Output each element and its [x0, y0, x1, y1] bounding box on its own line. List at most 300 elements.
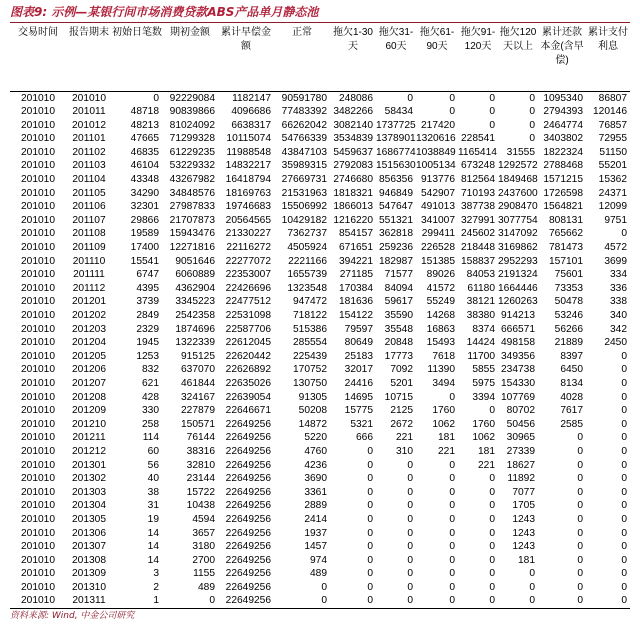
cell-dpd-120-plus: 0: [529, 133, 535, 145]
cell-cum-prepay: 1182147: [232, 92, 271, 104]
cell-initial-count: 832: [142, 364, 159, 376]
cell-period-balance: 3180: [192, 541, 215, 553]
cell-cum-interest: 55201: [598, 160, 627, 172]
cell-dpd-31-60: 0: [407, 513, 413, 525]
cell-trade-date: 201010: [21, 418, 55, 430]
cell-initial-count: 14: [147, 541, 159, 553]
cell-normal: 3690: [304, 473, 327, 485]
cell-trade-date: 201010: [21, 119, 55, 131]
table-row: [10, 187, 630, 201]
cell-cum-principal: 808131: [549, 214, 583, 226]
cell-cum-interest: 0: [621, 568, 627, 580]
cell-cum-prepay: 21330227: [225, 228, 271, 240]
cell-period-balance: 1155: [193, 568, 215, 580]
cell-cum-principal: 0: [577, 554, 583, 566]
cell-dpd-91-120: 1760: [472, 418, 495, 430]
cell-cum-principal: 75601: [554, 269, 583, 281]
cell-report-period: 201302: [72, 473, 106, 485]
cell-period-balance: 92229084: [169, 92, 215, 104]
cell-cum-principal: 0: [577, 486, 583, 498]
cell-cum-interest: 0: [621, 418, 627, 430]
cell-report-period: 201108: [72, 228, 106, 240]
cell-dpd-91-120: 38380: [466, 310, 495, 321]
cell-report-period: 201210: [72, 418, 106, 430]
cell-period-balance: 4362904: [175, 282, 215, 294]
cell-cum-prepay: 22277072: [225, 255, 271, 267]
cell-dpd-31-60: 59617: [384, 296, 413, 308]
cell-trade-date: 201010: [21, 391, 55, 403]
cell-cum-prepay: 22649256: [225, 432, 271, 444]
cell-report-period: 201010: [72, 92, 106, 104]
cell-cum-principal: 8397: [560, 350, 583, 362]
cell-period-balance: 12271816: [169, 242, 215, 254]
cell-dpd-61-90: 41572: [426, 282, 455, 294]
cell-initial-count: 48213: [130, 119, 159, 131]
cell-dpd-31-60: 0: [407, 541, 413, 553]
cell-dpd-1-30: 0: [367, 445, 373, 457]
col-header-cum-prepay: 累计早偿金额: [218, 24, 274, 91]
cell-dpd-1-30: 154122: [339, 310, 373, 321]
cell-cum-principal: 53246: [554, 310, 583, 321]
cell-cum-interest: 120146: [593, 106, 627, 118]
col-header-period-balance: 期初金额: [162, 24, 218, 91]
cell-report-period: 201204: [72, 337, 106, 349]
cell-cum-prepay: 22649256: [225, 473, 271, 485]
cell-cum-prepay: 19746683: [225, 201, 271, 213]
cell-dpd-31-60: 1737725: [376, 119, 416, 131]
cell-initial-count: 114: [142, 432, 159, 444]
cell-period-balance: 489: [198, 581, 215, 593]
cell-cum-principal: 157101: [549, 255, 583, 267]
table-row: [10, 431, 630, 445]
table-row: [10, 200, 630, 214]
cell-trade-date: 201010: [21, 364, 55, 376]
cell-dpd-1-30: 854157: [339, 228, 373, 240]
cell-dpd-61-90: 0: [449, 106, 455, 118]
cell-dpd-1-30: 0: [367, 554, 373, 566]
cell-cum-principal: 1822324: [543, 146, 583, 158]
cell-initial-count: 19: [147, 513, 159, 525]
cell-normal: 4236: [304, 459, 327, 471]
cell-report-period: 201307: [72, 541, 106, 553]
cell-dpd-61-90: 1760: [432, 405, 455, 417]
cell-period-balance: 1874696: [175, 323, 215, 335]
table-row: [10, 567, 630, 581]
cell-cum-prepay: 22649256: [225, 513, 271, 525]
cell-cum-prepay: 22649256: [225, 554, 271, 566]
cell-trade-date: 201010: [21, 459, 55, 471]
table-row: [10, 554, 630, 568]
cell-normal: 974: [310, 554, 327, 566]
cell-cum-interest: 15362: [598, 174, 627, 186]
cell-dpd-91-120: 0: [489, 568, 495, 580]
cell-initial-count: 0: [153, 92, 159, 104]
cell-dpd-91-120: 0: [489, 486, 495, 498]
cell-initial-count: 2329: [136, 323, 159, 335]
cell-dpd-120-plus: 107769: [501, 391, 535, 403]
cell-cum-prepay: 22531098: [225, 310, 271, 321]
cell-dpd-91-120: 0: [489, 500, 495, 512]
cell-dpd-61-90: 491013: [421, 201, 455, 213]
cell-dpd-91-120: 14424: [466, 337, 495, 349]
cell-cum-prepay: 10115074: [226, 133, 271, 145]
cell-period-balance: 3657: [192, 527, 215, 539]
cell-report-period: 201012: [72, 119, 106, 131]
col-header-cum-principal: 累计还款本金(含早偿): [538, 24, 586, 91]
cell-cum-prepay: 22649256: [218, 594, 274, 608]
cell-cum-interest: 9751: [604, 214, 627, 226]
cell-dpd-31-60: 0: [376, 594, 416, 608]
cell-trade-date: 201010: [21, 187, 55, 199]
table-row: [10, 105, 630, 119]
cell-trade-date: 201010: [21, 296, 55, 308]
cell-period-balance: 3345223: [175, 296, 215, 308]
cell-initial-count: 46104: [130, 160, 159, 172]
cell-period-balance: 32810: [186, 459, 215, 471]
cell-dpd-1-30: 271185: [339, 269, 373, 281]
cell-report-period: 201109: [72, 242, 106, 254]
cell-dpd-91-120: 0: [489, 554, 495, 566]
cell-trade-date: 201010: [21, 350, 55, 362]
cell-dpd-1-30: 25183: [344, 350, 373, 362]
cell-cum-principal: 6450: [560, 364, 583, 376]
cell-dpd-120-plus: 498158: [501, 337, 535, 349]
cell-initial-count: 1: [112, 594, 162, 608]
cell-period-balance: 43267982: [169, 174, 215, 186]
table-row: [10, 350, 630, 364]
cell-trade-date: 201010: [21, 255, 55, 267]
cell-cum-principal: 0: [577, 568, 583, 580]
cell-cum-interest: 0: [621, 459, 627, 471]
cell-dpd-91-120: 0: [489, 405, 495, 417]
cell-normal: 50208: [298, 405, 327, 417]
cell-initial-count: 1945: [136, 337, 159, 349]
cell-trade-date: 201010: [21, 432, 55, 444]
cell-normal: 285554: [293, 337, 327, 349]
cell-report-period: 201311: [66, 594, 112, 608]
cell-normal: 2221166: [288, 255, 327, 267]
cell-dpd-91-120: 245602: [461, 228, 495, 240]
cell-cum-interest: 340: [610, 310, 627, 321]
cell-cum-principal: 0: [577, 473, 583, 485]
cell-initial-count: 4395: [136, 282, 159, 294]
cell-cum-prepay: 22649256: [225, 500, 271, 512]
cell-cum-interest: 72955: [598, 133, 627, 145]
cell-dpd-1-30: 0: [367, 486, 373, 498]
cell-dpd-61-90: 226528: [421, 242, 455, 254]
cell-dpd-61-90: 1038849: [416, 146, 456, 158]
table-row: [10, 214, 630, 228]
cell-normal: 15506992: [281, 201, 327, 213]
cell-dpd-61-90: 341007: [421, 214, 455, 226]
cell-dpd-91-120: 812564: [461, 174, 495, 186]
col-header-normal: 正常: [274, 24, 330, 91]
cell-report-period: 201211: [72, 432, 106, 444]
cell-dpd-31-60: 84094: [384, 282, 413, 294]
cell-cum-prepay: 18169763: [225, 187, 271, 199]
cell-cum-prepay: 22639054: [225, 391, 271, 403]
cell-dpd-1-30: 80649: [344, 337, 373, 349]
cell-dpd-91-120: 710193: [461, 187, 495, 199]
cell-cum-interest: 0: [621, 432, 627, 444]
cell-trade-date: 201010: [21, 581, 55, 593]
cell-normal: 718122: [293, 310, 327, 321]
table-row: [10, 445, 630, 459]
cell-dpd-31-60: 551321: [379, 214, 413, 226]
cell-report-period: 201206: [72, 364, 106, 376]
cell-cum-prepay: 22477512: [225, 296, 271, 308]
cell-period-balance: 2700: [192, 554, 215, 566]
table-row: [10, 418, 630, 432]
cell-dpd-31-60: 547647: [379, 201, 413, 213]
cell-period-balance: 150571: [181, 418, 215, 430]
cell-dpd-1-30: 24416: [344, 377, 373, 389]
cell-dpd-61-90: 0: [449, 513, 455, 525]
cell-cum-prepay: 22626892: [225, 364, 271, 376]
cell-cum-prepay: 4096686: [231, 106, 271, 118]
cell-trade-date: 201010: [21, 228, 55, 240]
cell-period-balance: 2542358: [175, 310, 215, 321]
cell-cum-principal: 0: [538, 594, 586, 608]
col-header-dpd-61-90: 拖欠61-90天: [416, 24, 458, 91]
source-note: 资料来源: Wind, 中金公司研究: [10, 611, 135, 621]
cell-cum-interest: 86807: [598, 92, 627, 104]
cell-dpd-91-120: 8374: [472, 323, 495, 335]
cell-dpd-120-plus: 1243: [512, 527, 535, 539]
cell-report-period: 201104: [72, 174, 106, 186]
cell-dpd-31-60: 946849: [379, 187, 413, 199]
cell-trade-date: 201010: [21, 174, 55, 186]
cell-initial-count: 40: [147, 473, 159, 485]
cell-normal: 35989315: [281, 160, 327, 172]
cell-dpd-120-plus: 80702: [506, 405, 535, 417]
cell-normal: 91305: [298, 391, 327, 403]
cell-dpd-61-90: 11390: [427, 364, 455, 376]
cell-trade-date: 201010: [21, 486, 55, 498]
cell-initial-count: 330: [142, 405, 159, 417]
cell-cum-interest: 334: [610, 269, 627, 281]
table-row: [10, 146, 630, 160]
cell-dpd-120-plus: 1260263: [498, 296, 538, 308]
cell-dpd-61-90: 0: [449, 486, 455, 498]
cell-normal: 7362737: [287, 228, 327, 240]
table-row: [10, 377, 630, 391]
cell-dpd-1-30: 0: [367, 527, 373, 539]
cell-initial-count: 46835: [130, 146, 159, 158]
cell-period-balance: 61229235: [169, 146, 215, 158]
cell-normal: 10429182: [281, 214, 327, 226]
table-row: [10, 499, 630, 513]
cell-dpd-61-90: 221: [438, 445, 455, 457]
cell-normal: 21531963: [281, 187, 327, 199]
cell-dpd-1-30: 0: [367, 581, 373, 593]
cell-cum-interest: 3699: [604, 255, 627, 267]
cell-trade-date: 201010: [21, 473, 55, 485]
cell-period-balance: 227879: [181, 405, 215, 417]
cell-cum-prepay: 16418794: [225, 174, 271, 186]
cell-normal: 2414: [304, 513, 327, 525]
cell-dpd-61-90: 0: [449, 568, 455, 580]
cell-normal: 43847103: [281, 146, 327, 158]
table-row: [10, 459, 630, 473]
cell-dpd-120-plus: 0: [529, 581, 535, 593]
table-row: [10, 594, 630, 608]
cell-report-period: 201011: [72, 106, 106, 118]
table-row: [10, 268, 630, 282]
cell-initial-count: 17400: [130, 242, 159, 254]
cell-period-balance: 34848576: [169, 187, 215, 199]
table-row: [10, 336, 630, 350]
col-header-trade-date: 交易时间: [10, 24, 66, 91]
cell-dpd-120-plus: 1705: [512, 500, 535, 512]
cell-cum-prepay: 22649256: [225, 486, 271, 498]
cell-cum-principal: 2585: [560, 418, 583, 430]
cell-initial-count: 258: [142, 418, 159, 430]
cell-trade-date: 201010: [21, 214, 55, 226]
cell-dpd-120-plus: 50456: [506, 418, 535, 430]
cell-cum-principal: 0: [577, 541, 583, 553]
cell-dpd-61-90: 0: [449, 541, 455, 553]
cell-dpd-31-60: 310: [396, 445, 413, 457]
cell-trade-date: 201010: [21, 282, 55, 294]
cell-normal: 947472: [293, 296, 327, 308]
cell-initial-count: 2849: [136, 310, 159, 321]
cell-dpd-120-plus: 11892: [507, 473, 535, 485]
cell-trade-date: 201010: [21, 554, 55, 566]
cell-initial-count: 14: [147, 527, 159, 539]
cell-dpd-31-60: 0: [407, 459, 413, 471]
cell-dpd-91-120: 673248: [461, 160, 495, 172]
cell-cum-principal: 0: [577, 445, 583, 457]
cell-dpd-31-60: 0: [407, 581, 413, 593]
cell-cum-principal: 1095340: [543, 92, 583, 104]
cell-report-period: 201309: [72, 568, 106, 580]
cell-cum-interest: 76857: [598, 119, 627, 131]
cell-dpd-91-120: 5975: [472, 377, 495, 389]
cell-dpd-1-30: 394221: [339, 255, 373, 267]
cell-dpd-31-60: 0: [407, 554, 413, 566]
cell-normal: 515386: [293, 323, 327, 335]
cell-initial-count: 1253: [136, 350, 159, 362]
cell-dpd-61-90: 15493: [426, 337, 455, 349]
cell-initial-count: 3: [153, 568, 159, 580]
cell-dpd-120-plus: 154330: [501, 377, 535, 389]
cell-cum-prepay: 22426696: [225, 282, 271, 294]
table-row: [10, 227, 630, 241]
cell-dpd-31-60: 1378901: [376, 133, 416, 145]
cell-cum-interest: 2450: [604, 337, 627, 349]
table-header-row: [10, 24, 630, 91]
cell-dpd-120-plus: 914213: [501, 310, 535, 321]
cell-cum-principal: 0: [577, 500, 583, 512]
table-row: [10, 486, 630, 500]
cell-trade-date: 201010: [21, 242, 55, 254]
cell-cum-interest: 0: [621, 500, 627, 512]
cell-dpd-1-30: 3482266: [333, 106, 373, 118]
cell-normal: 1457: [304, 541, 327, 553]
cell-dpd-61-90: 913776: [421, 174, 455, 186]
cell-period-balance: 1322339: [175, 337, 215, 349]
cell-cum-interest: 338: [610, 296, 627, 308]
cell-dpd-31-60: 20848: [384, 337, 413, 349]
cell-trade-date: 201010: [21, 106, 55, 118]
cell-initial-count: 29866: [130, 214, 159, 226]
cell-cum-principal: 21889: [554, 337, 583, 349]
cell-trade-date: 201010: [21, 146, 55, 158]
cell-dpd-61-90: 542907: [421, 187, 455, 199]
cell-dpd-91-120: 1062: [472, 432, 495, 444]
cell-period-balance: 9051646: [175, 255, 215, 267]
table-row: [10, 255, 630, 269]
cell-trade-date: 201010: [21, 541, 55, 553]
cell-dpd-1-30: 1818321: [333, 187, 373, 199]
cell-period-balance: 23144: [186, 473, 215, 485]
cell-dpd-1-30: 0: [330, 594, 376, 608]
cell-dpd-91-120: 0: [489, 513, 495, 525]
cell-cum-interest: 51150: [599, 146, 627, 158]
cell-dpd-1-30: 79597: [344, 323, 373, 335]
cell-period-balance: 81024092: [169, 119, 215, 131]
cell-dpd-31-60: 1515630: [376, 160, 416, 172]
cell-dpd-120-plus: 1243: [512, 541, 535, 553]
cell-period-balance: 461844: [181, 377, 215, 389]
cell-period-balance: 21707873: [169, 214, 215, 226]
cell-dpd-91-120: 0: [489, 581, 495, 593]
cell-normal: 2889: [304, 500, 327, 512]
cell-cum-interest: 0: [621, 486, 627, 498]
cell-dpd-120-plus: 1243: [512, 513, 535, 525]
cell-dpd-61-90: 0: [449, 459, 455, 471]
cell-cum-interest: 4572: [604, 242, 627, 254]
cell-dpd-91-120: 158837: [461, 255, 495, 267]
cell-dpd-120-plus: 1664446: [498, 282, 538, 294]
col-header-report-period: 报告期末: [66, 24, 112, 91]
cell-dpd-120-plus: 18627: [506, 459, 535, 471]
table-row: [10, 282, 630, 296]
cell-initial-count: 428: [142, 391, 159, 403]
cell-cum-prepay: 22649256: [225, 568, 271, 580]
cell-cum-prepay: 22612045: [225, 337, 271, 349]
table-row: [10, 159, 630, 173]
cell-dpd-120-plus: 2191324: [498, 269, 538, 281]
cell-cum-prepay: 22649256: [225, 445, 271, 457]
cell-dpd-61-90: 0: [449, 581, 455, 593]
cell-dpd-61-90: 7618: [432, 350, 455, 362]
cell-dpd-31-60: 0: [407, 500, 413, 512]
cell-dpd-1-30: 14695: [344, 391, 373, 403]
cell-dpd-61-90: 0: [416, 594, 458, 608]
cell-dpd-120-plus: 3147092: [498, 228, 538, 240]
cell-dpd-1-30: 32017: [344, 364, 373, 376]
cell-cum-interest: 0: [621, 581, 627, 593]
table-row: [10, 581, 630, 595]
cell-cum-principal: 73353: [554, 282, 583, 294]
cell-dpd-120-plus: 3169862: [498, 242, 538, 254]
cell-cum-principal: 7617: [560, 405, 583, 417]
cell-dpd-31-60: 0: [407, 473, 413, 485]
cell-trade-date: 201010: [21, 160, 55, 172]
cell-report-period: 201202: [72, 310, 106, 321]
cell-dpd-91-120: 0: [489, 106, 495, 118]
cell-dpd-91-120: 84053: [466, 269, 495, 281]
cell-cum-principal: 3403802: [543, 133, 583, 145]
cell-trade-date: 201010: [21, 201, 55, 213]
cell-dpd-120-plus: 30965: [506, 432, 535, 444]
cell-dpd-91-120: 228541: [461, 133, 495, 145]
cell-report-period: 201209: [72, 405, 106, 417]
cell-dpd-91-120: 0: [489, 541, 495, 553]
cell-report-period: 201310: [72, 581, 106, 593]
